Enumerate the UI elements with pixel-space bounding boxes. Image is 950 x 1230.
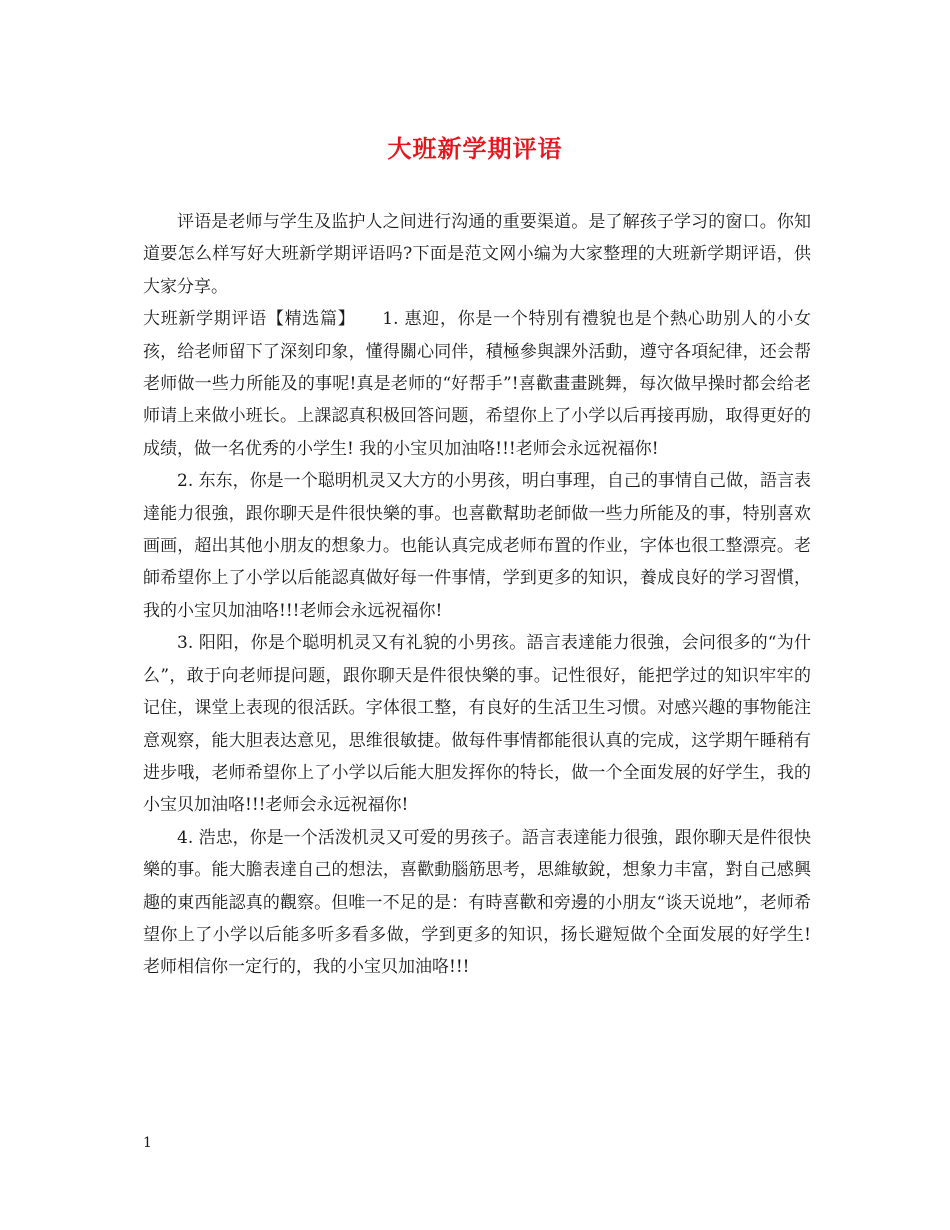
document-title: 大班新学期评语 <box>387 134 563 163</box>
comment-paragraph-2: 2. 东东，你是一个聪明机灵又大方的小男孩，明白事理，自己的事情自己做，語言表達能力很強，跟你聊天是件很快樂的事。也喜歡幫助老師做一些力所能及的事，特别喜欢画画，超出其他小朋友的想象力。也能认真完成老师布置的作业，字体也很工整漂亮。老師希望你上了小学以后能認真做好每一件事情，学到更多的知识，養成良好的学习習慣，我的小宝贝加油咯!!!老师会永远祝福你! <box>143 471 811 621</box>
comment-paragraph-4: 4. 浩忠，你是一个活泼机灵又可爱的男孩子。語言表達能力很強，跟你聊天是件很快樂的事。能大膽表達自己的想法，喜歡動腦筋思考，思維敏銳，想象力丰富，對自己感興趣的東西能認真的觀察。但唯一不足的是：有時喜歡和旁邊的小朋友“谈天说地”，老师希望你上了小学以后能多听多看多做，学到更多的知识，扬长避短做个全面发展的好学生!老师相信你一定行的，我的小宝贝加油咯!!! <box>143 827 811 978</box>
comment-paragraph-1: 大班新学期评语【精选篇】 1. 惠迎，你是一个特別有禮貌也是个熱心助别人的小女孩，给老师留下了深刻印象，懂得關心同伴，積極參與課外活動，遵守各項紀律，还会帮老师做一些力所能及的事呢!真是老师的“好帮手”!喜歡畫畫跳舞，每次做早操时都会给老师请上来做小班长。上課認真积极回答问题，希望你上了小学以后再接再励，取得更好的成绩，做一名优秀的小学生! 我的小宝贝加油咯!!!老师会永远祝福你! <box>143 309 811 459</box>
document-body <box>143 206 811 984</box>
page-number: 1 <box>143 1135 152 1151</box>
comment-paragraph-3: 3. 阳阳，你是个聪明机灵又有礼貌的小男孩。語言表達能力很強，会问很多的“为什么”，敢于向老师提问题，跟你聊天是件很快樂的事。记性很好，能把学过的知识牢牢的记住，课堂上表现的很活跃。字体很工整，有良好的生活卫生习惯。对感兴趣的事物能注意观察，能大胆表达意见，思维很敏捷。做每件事情都能很认真的完成，这学期午睡稍有进步哦，老师希望你上了小学以后能大胆发挥你的特长，做一个全面发展的好学生，我的小宝贝加油咯!!!老师会永远祝福你! <box>143 633 811 816</box>
intro-paragraph: 评语是老师与学生及监护人之间进行沟通的重要渠道。是了解孩子学习的窗口。你知道要怎么样写好大班新学期评语吗?下面是范文网小编为大家整理的大班新学期评语，供大家分享。 <box>143 212 811 297</box>
